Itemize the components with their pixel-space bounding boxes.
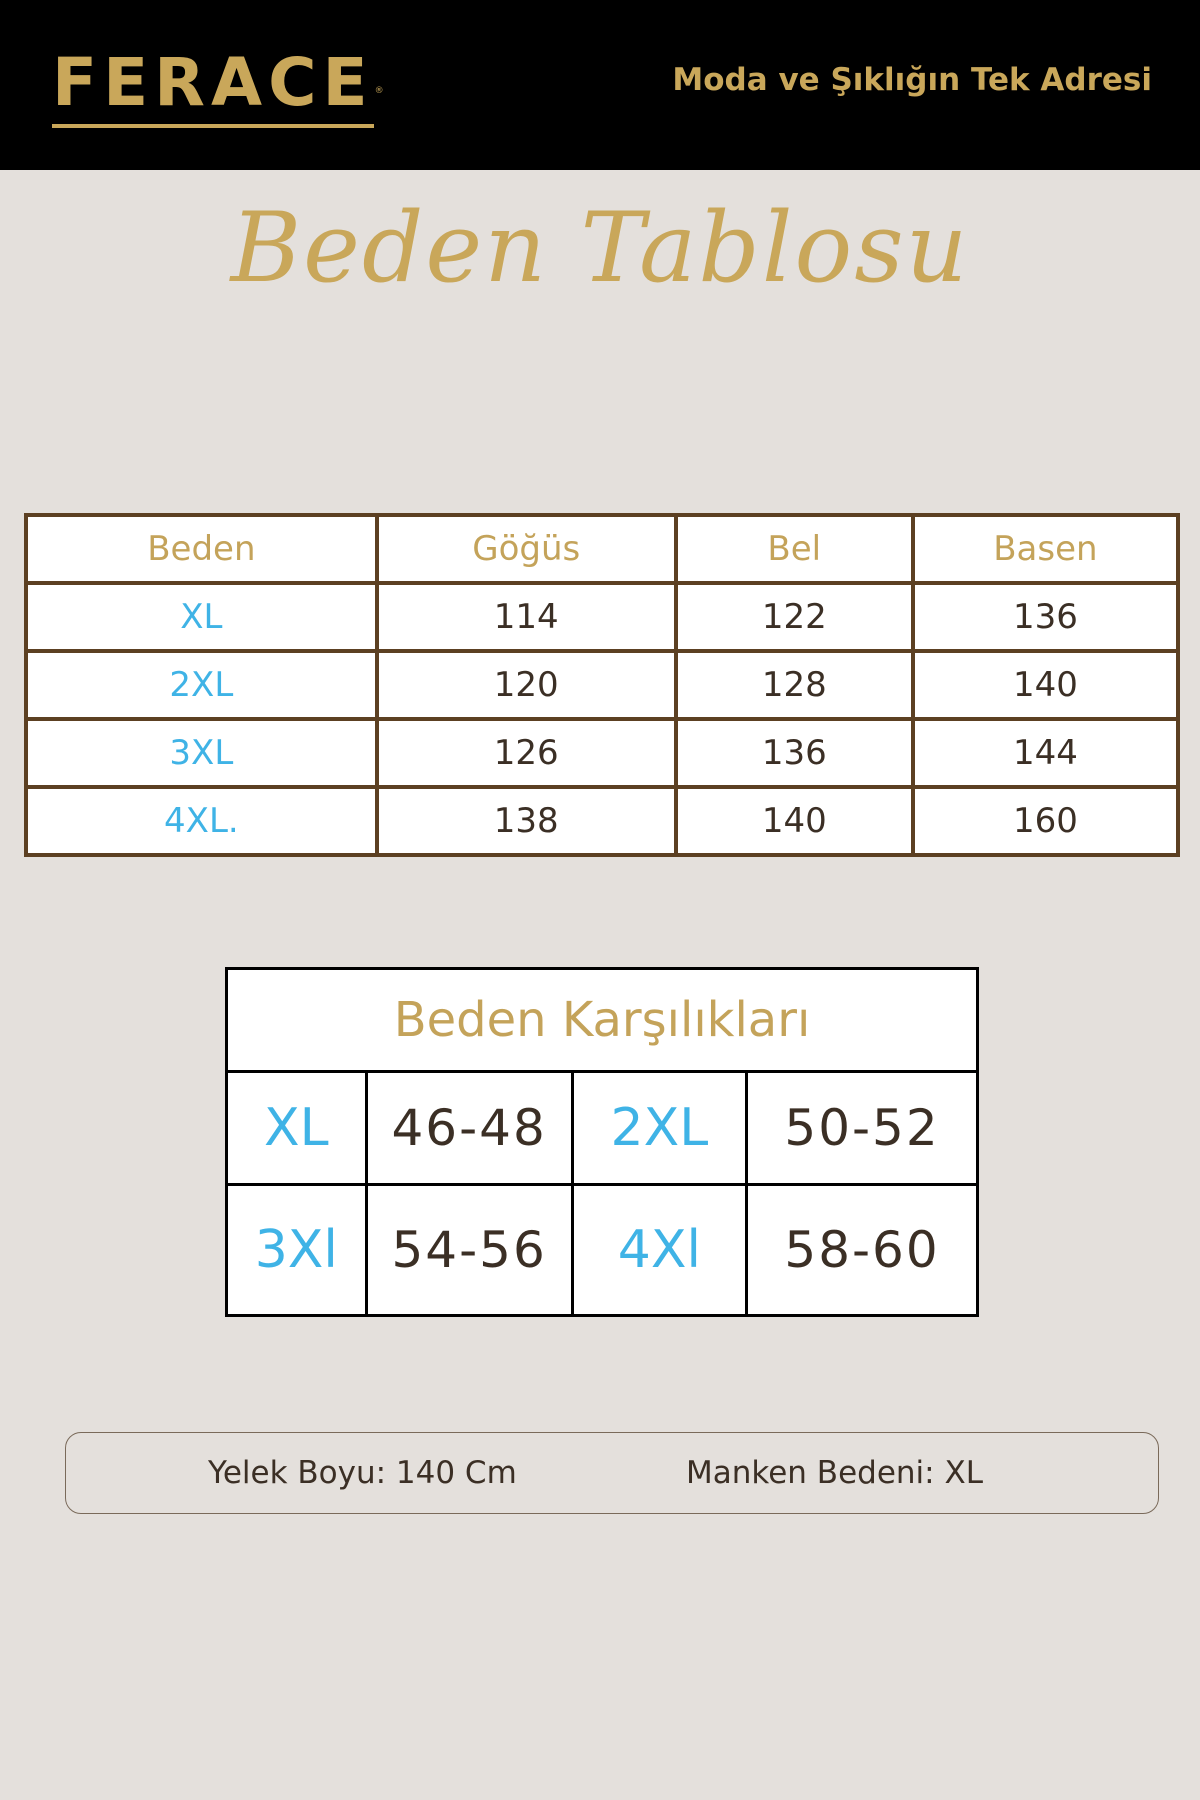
- hip-cell: 144: [913, 719, 1178, 787]
- equivalent-cell: 50-52: [747, 1072, 978, 1185]
- chest-cell: 138: [377, 787, 676, 855]
- registered-mark: ®: [374, 86, 384, 96]
- size-cell: 4Xl: [572, 1185, 746, 1316]
- equivalents-header-row: [227, 969, 978, 1072]
- product-info-box: [65, 1432, 1159, 1514]
- table-row: [26, 719, 1178, 787]
- size-cell: 3XL: [26, 719, 377, 787]
- size-cell: 2XL: [572, 1072, 746, 1185]
- brand-slogan: Moda ve Şıklığın Tek Adresi: [672, 62, 1152, 98]
- size-equivalents-table: [225, 967, 979, 1317]
- column-header-basen: Basen: [913, 515, 1178, 583]
- model-size-text: Manken Bedeni: XL: [686, 1455, 983, 1491]
- table-row: [227, 1072, 978, 1185]
- table-row: [26, 583, 1178, 651]
- table-header-row: [26, 515, 1178, 583]
- column-header-gogus: Göğüs: [377, 515, 676, 583]
- size-cell: XL: [227, 1072, 367, 1185]
- equivalents-title: Beden Karşılıkları: [227, 969, 978, 1072]
- brand-logo: [52, 42, 384, 128]
- size-cell: 4XL.: [26, 787, 377, 855]
- column-header-beden: Beden: [26, 515, 377, 583]
- table-row: [26, 787, 1178, 855]
- size-cell: 3Xl: [227, 1185, 367, 1316]
- header-bar: [0, 0, 1200, 170]
- waist-cell: 128: [676, 651, 913, 719]
- hip-cell: 136: [913, 583, 1178, 651]
- page-title: Beden Tablosu: [230, 192, 970, 304]
- equivalent-cell: 58-60: [747, 1185, 978, 1316]
- size-cell: XL: [26, 583, 377, 651]
- equivalent-cell: 54-56: [366, 1185, 572, 1316]
- garment-length-text: Yelek Boyu: 140 Cm: [208, 1455, 517, 1491]
- equivalent-cell: 46-48: [366, 1072, 572, 1185]
- waist-cell: 122: [676, 583, 913, 651]
- hip-cell: 160: [913, 787, 1178, 855]
- chest-cell: 126: [377, 719, 676, 787]
- table-row: [227, 1185, 978, 1316]
- column-header-bel: Bel: [676, 515, 913, 583]
- table-row: [26, 651, 1178, 719]
- waist-cell: 140: [676, 787, 913, 855]
- hip-cell: 140: [913, 651, 1178, 719]
- waist-cell: 136: [676, 719, 913, 787]
- size-table: [24, 513, 1180, 857]
- size-cell: 2XL: [26, 651, 377, 719]
- chest-cell: 120: [377, 651, 676, 719]
- brand-logo-text: FERACE: [52, 44, 374, 121]
- chest-cell: 114: [377, 583, 676, 651]
